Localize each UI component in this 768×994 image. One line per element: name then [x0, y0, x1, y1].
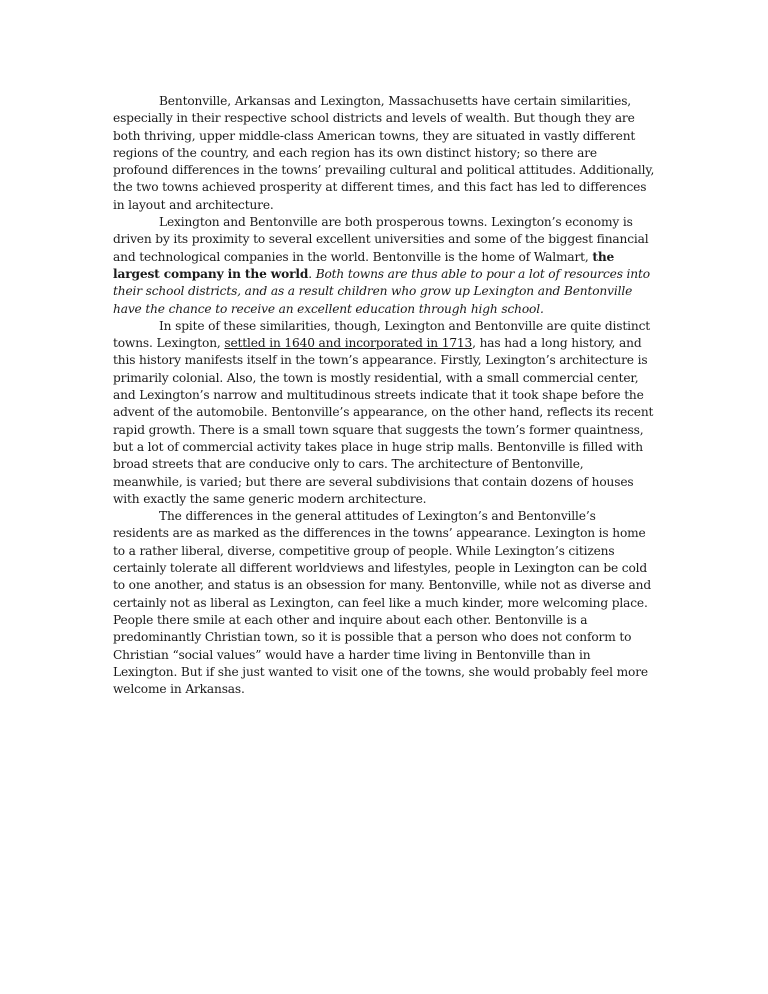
essay-body — [113, 93, 655, 698]
paragraph-appearance-rest: , has had a long history, and this history manifests itself in the town’s appearance. Firstly, Lexington’s architecture is primarily colonial. Also, the town is mostly residential, with a small commercial center, and Lexington’s narrow and multitudinous streets indicate that it took shape before the advent of the automobile. Bentonville’s appearance, on the other hand, reflects its recent rapid growth. There is a small town square that suggests the town’s former quaintness, but a lot of commercial activity takes place in huge strip malls. Bentonville is filled with broad streets that are conducive only to cars. The architecture of Bentonville, meanwhile, is varied; but there are several subdivisions that contain dozens of houses with exactly the same generic modern architecture. — [113, 336, 654, 506]
paragraph-intro — [113, 93, 655, 214]
paragraph-intro-text: Bentonville, Arkansas and Lexington, Massachusetts have certain similarities, especially in their respective school districts and levels of wealth. But though they are both thriving, upper middle-class American towns, they are situated in vastly different regions of the country, and each region has its own distinct history; so there are profound differences in the towns’ prevailing cultural and political attitudes. Additionally, the two towns achieved prosperity at different times, and this fact has led to differences in layout and architecture. — [113, 94, 655, 212]
paragraph-prosperity-punct: . — [308, 266, 316, 281]
paragraph-appearance-text: In spite of these similarities, though, Lexington and Bentonville are quite distinct towns. Lexington, — [113, 318, 651, 351]
paragraph-attitudes-text: The differences in the general attitudes of Lexington’s and Bentonville’s residents are as marked as the differences in the towns’ appearance. Lexington is home to a rather liberal, diverse, competitive group of people. While Lexington’s citizens certainly tolerate all different worldviews and lifestyles, people in Lexington can be cold to one another, and status is an obsession for many. Bentonville, while not as diverse and certainly not as liberal as Lexington, can feel like a much kinder, more welcoming place. People there smile at each other and inquire about each other. Bentonville is a predominantly Christian town, so it is possible that a person who does not conform to Christian “social values” would have a harder time living in Bentonville than in Lexington. But if she just wanted to visit one of the towns, she would probably feel more welcome in Arkansas. — [113, 509, 651, 697]
paragraph-attitudes — [113, 508, 655, 698]
paragraph-appearance — [113, 318, 655, 508]
paragraph-prosperity-text: Lexington and Bentonville are both prosperous towns. Lexington’s economy is driven by its proximity to several excellent universities and some of the biggest financial and technological companies in the world. Bentonville is the home of Walmart, — [113, 215, 649, 264]
bold-phrase: the largest company in the world — [113, 249, 615, 281]
underlined-phrase: settled in 1640 and incorporated in 1713 — [224, 336, 473, 351]
paragraph-prosperity — [113, 214, 655, 318]
italic-sentence: Both towns are thus able to pour a lot of resources into their school districts, and as a result children who grow up Lexington and Bentonville have the chance to receive an excellent education through high school. — [113, 266, 650, 316]
